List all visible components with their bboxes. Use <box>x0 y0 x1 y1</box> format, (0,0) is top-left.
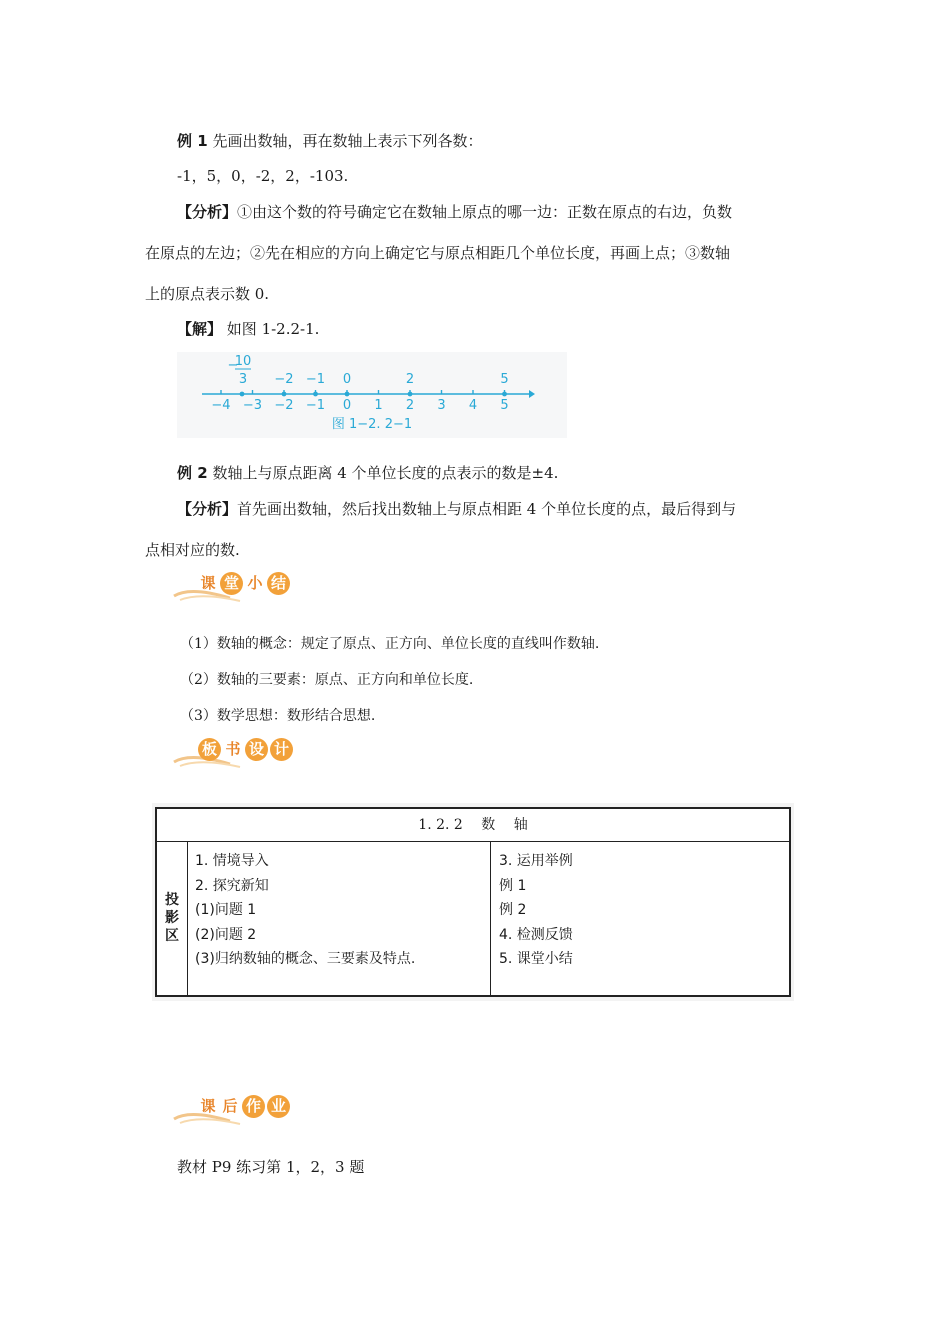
solution1-text: 如图 1-2.2-1. <box>226 320 320 338</box>
summary-banner-char: 课 <box>200 574 216 592</box>
example1-line <box>177 130 482 151</box>
tick-label: 3 <box>437 398 446 413</box>
homework-banner-char: 业 <box>267 1095 290 1118</box>
point-label: 5 <box>500 372 509 387</box>
point-dot <box>408 392 413 397</box>
solution1-label: 【解】 <box>177 320 223 338</box>
tick-label: −2 <box>274 398 294 413</box>
tick-label: 5 <box>500 398 509 413</box>
summary-banner-char: 小 <box>247 574 263 592</box>
homework-text: 教材 P9 练习第 1，2，3 题 <box>177 1158 365 1176</box>
board-left-column <box>195 849 415 972</box>
point-dot <box>282 392 287 397</box>
axis-arrow <box>529 390 535 398</box>
solution1-line <box>177 318 319 339</box>
analysis1-label: 【分析】 <box>177 203 238 221</box>
analysis2-label: 【分析】 <box>177 500 238 518</box>
point-label-sign: − <box>227 358 239 373</box>
homework-banner-char: 课 <box>200 1097 216 1115</box>
board-banner-char: 书 <box>225 740 241 758</box>
board-banner-char: 设 <box>245 738 268 761</box>
summary-item: （1）数轴的概念：规定了原点、正方向、单位长度的直线叫作数轴. <box>180 636 600 652</box>
board-left-item: (3)归纳数轴的概念、三要素及特点. <box>195 951 416 967</box>
tick-label: 4 <box>468 398 478 413</box>
analysis1-line2: 在原点的左边；②先在相应的方向上确定它与原点相距几个单位长度，再画上点；③数轴 <box>145 244 731 262</box>
point-dot <box>502 392 507 397</box>
summary-item: （2）数轴的三要素：原点、正方向和单位长度. <box>180 672 474 688</box>
figure-caption: 图 1−2. 2−1 <box>331 417 413 432</box>
number-line-svg <box>177 352 567 438</box>
point-label: 0 <box>342 372 352 387</box>
board-right-item: 例 2 <box>499 902 527 918</box>
example2-label: 例 2 <box>177 464 208 482</box>
board-side-label: 投影区 <box>165 892 179 944</box>
analysis1-line1 <box>177 201 732 222</box>
point-dot <box>240 392 245 397</box>
analysis2-line1 <box>177 498 736 519</box>
analysis1-line3: 上的原点表示数 0. <box>145 285 270 303</box>
point-label: −2 <box>274 372 294 387</box>
number-line-figure <box>177 352 567 438</box>
homework-banner <box>170 1091 310 1127</box>
board-left-item: (1)问题 1 <box>195 902 257 918</box>
summary-item: （3）数学思想：数形结合思想. <box>180 708 376 724</box>
tick-label: 0 <box>342 398 352 413</box>
summary-banner <box>170 568 310 604</box>
board-design-table <box>152 803 794 1001</box>
board-left-item: (2)问题 2 <box>195 926 257 943</box>
point-dot <box>313 392 318 397</box>
analysis1-text1: ①由这个数的符号确定它在数轴上原点的哪一边：正数在原点的右边，负数 <box>237 203 733 221</box>
point-label-denominator: 3 <box>238 372 248 387</box>
summary-banner-char: 结 <box>267 572 290 595</box>
board-banner-char: 板 <box>198 738 221 761</box>
example1-label: 例 1 <box>177 132 208 150</box>
board-banner <box>170 734 310 770</box>
example1-text: 先画出数轴，再在数轴上表示下列各数： <box>212 132 483 150</box>
example2-text: 数轴上与原点距离 4 个单位长度的点表示的数是±4. <box>212 464 559 482</box>
analysis2-line2: 点相对应的数. <box>145 541 240 559</box>
board-divider <box>490 841 491 995</box>
board-side-column <box>157 841 188 995</box>
example1-numbers: -1，5，0，-2，2，-103. <box>177 167 349 185</box>
board-right-item: 例 1 <box>499 877 527 894</box>
homework-banner-char: 作 <box>242 1095 265 1118</box>
board-right-item: 5. 课堂小结 <box>499 951 573 967</box>
board-right-item: 3. 运用举例 <box>499 853 573 869</box>
point-label-numerator: 10 <box>234 354 252 369</box>
board-left-item: 1. 情境导入 <box>195 853 269 869</box>
tick-label: −4 <box>211 398 231 413</box>
board-left-item: 2. 探究新知 <box>195 877 269 894</box>
point-label: 2 <box>405 372 415 387</box>
board-title: 1. 2. 2 数 轴 <box>157 809 789 842</box>
example2-line <box>177 462 558 483</box>
board-right-column <box>499 849 573 972</box>
analysis2-text1: 首先画出数轴，然后找出数轴上与原点相距 4 个单位长度的点，最后得到与 <box>237 500 737 518</box>
summary-banner-char: 堂 <box>220 572 243 595</box>
point-dot <box>345 392 350 397</box>
tick-label: 2 <box>405 398 415 413</box>
homework-banner-char: 后 <box>222 1097 238 1115</box>
tick-label: −3 <box>242 398 263 413</box>
point-label: −1 <box>305 372 326 387</box>
board-right-item: 4. 检测反馈 <box>499 926 573 943</box>
tick-label: −1 <box>305 398 326 413</box>
board-banner-char: 计 <box>270 738 293 761</box>
tick-label: 1 <box>374 398 383 413</box>
